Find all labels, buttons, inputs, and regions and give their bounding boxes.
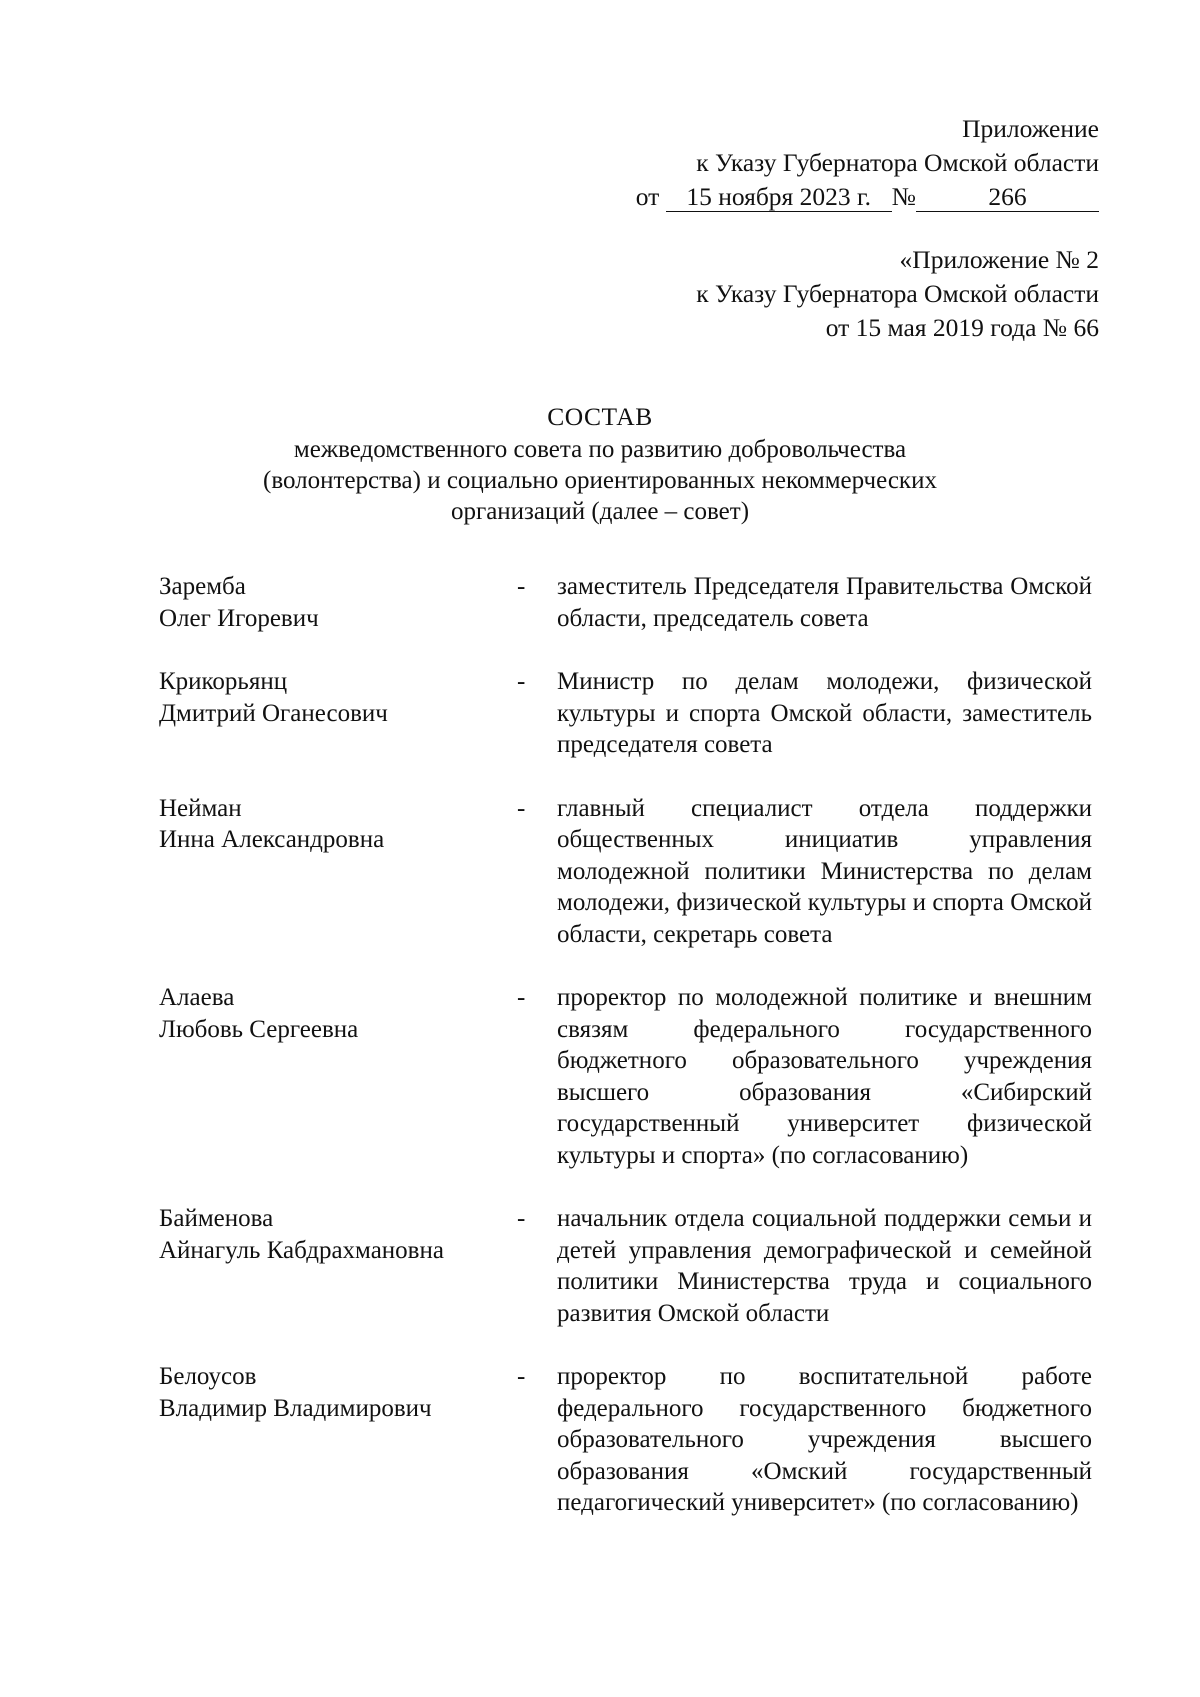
member-given-names: Владимир Владимирович [159, 1394, 432, 1422]
date-prefix: от [635, 182, 660, 211]
members-list [159, 571, 1099, 1551]
member-given-names: Инна Александровна [159, 826, 385, 853]
member-surname: Заремба [159, 573, 246, 600]
document-subtitle-line-3: организаций (далее – совет) [450, 498, 750, 525]
member-surname: Байменова [159, 1205, 274, 1232]
member-entry [159, 666, 1099, 761]
reference-appendix-label: «Приложение № 2 [899, 245, 1099, 274]
member-role: заместитель Председателя Правительства Омской области, председатель совета [557, 573, 1092, 632]
member-name [159, 1361, 517, 1424]
appendix-label: Приложение [962, 114, 1099, 143]
reference-date-line: от 15 мая 2019 года № 66 [825, 313, 1099, 342]
member-given-names: Айнагуль Кабдрахмановна [159, 1236, 444, 1264]
member-given-names: Олег Игоревич [159, 604, 319, 632]
member-surname: Нейман [159, 794, 242, 822]
member-entry [159, 1203, 1099, 1329]
appendix-header [636, 112, 1099, 214]
appendix-decree-line: к Указу Губернатора Омской области [696, 148, 1099, 177]
decree-number-field: 266 [916, 183, 1099, 212]
member-dash: - [517, 984, 526, 1011]
member-dash: - [517, 1205, 526, 1232]
member-role: проректор по воспитательной работе федерального государственного бюджетного образовательного учреждения высшего образования «Омский государственный педагогический университет» (по согласованию) [557, 1363, 1092, 1516]
document-subtitle-line-2: (волонтерства) и социально ориентированных некоммерческих [263, 467, 937, 494]
member-entry [159, 571, 1099, 634]
member-given-names: Дмитрий Оганесович [159, 699, 388, 727]
member-role: начальник отдела социальной поддержки семьи и детей управления демографической и семейной политики Министерства труда и социального развития Омской области [557, 1205, 1092, 1327]
number-prefix: № [891, 182, 916, 211]
member-name [159, 1203, 517, 1266]
document-title-block [0, 400, 1200, 527]
reference-header [696, 243, 1099, 345]
document-subtitle-line-1: межведомственного совета по развитию добровольчества [293, 436, 907, 463]
member-surname: Крикорьянц [159, 668, 288, 695]
member-dash: - [517, 573, 526, 600]
document-title: СОСТАВ [547, 402, 653, 431]
member-surname: Алаева [159, 984, 235, 1011]
member-entry [159, 793, 1099, 951]
member-dash: - [517, 794, 526, 822]
member-surname: Белоусов [159, 1363, 257, 1390]
member-name [159, 982, 517, 1045]
member-role: проректор по молодежной политике и внешним связям федерального государственного бюджетного образовательного учреждения высшего образования «Сибирский государственный университет физической культуры и спорта» (по согласованию) [557, 984, 1092, 1169]
member-role: Министр по делам молодежи, физической культуры и спорта Омской области, заместитель председателя совета [557, 668, 1092, 758]
member-dash: - [517, 668, 526, 695]
appendix-date-line [636, 180, 1099, 214]
decree-date-field: 15 ноября 2023 г. [666, 183, 892, 212]
member-entry [159, 982, 1099, 1171]
member-name [159, 571, 517, 634]
member-name [159, 793, 517, 856]
member-role: главный специалист отдела поддержки общественных инициатив управления молодежной политики Министерства по делам молодежи, физической культуры и спорта Омской области, секретарь совета [557, 794, 1092, 948]
member-given-names: Любовь Сергеевна [159, 1015, 359, 1043]
reference-decree-line: к Указу Губернатора Омской области [696, 279, 1099, 308]
member-name [159, 666, 517, 729]
member-dash: - [517, 1363, 526, 1390]
member-entry [159, 1361, 1099, 1519]
